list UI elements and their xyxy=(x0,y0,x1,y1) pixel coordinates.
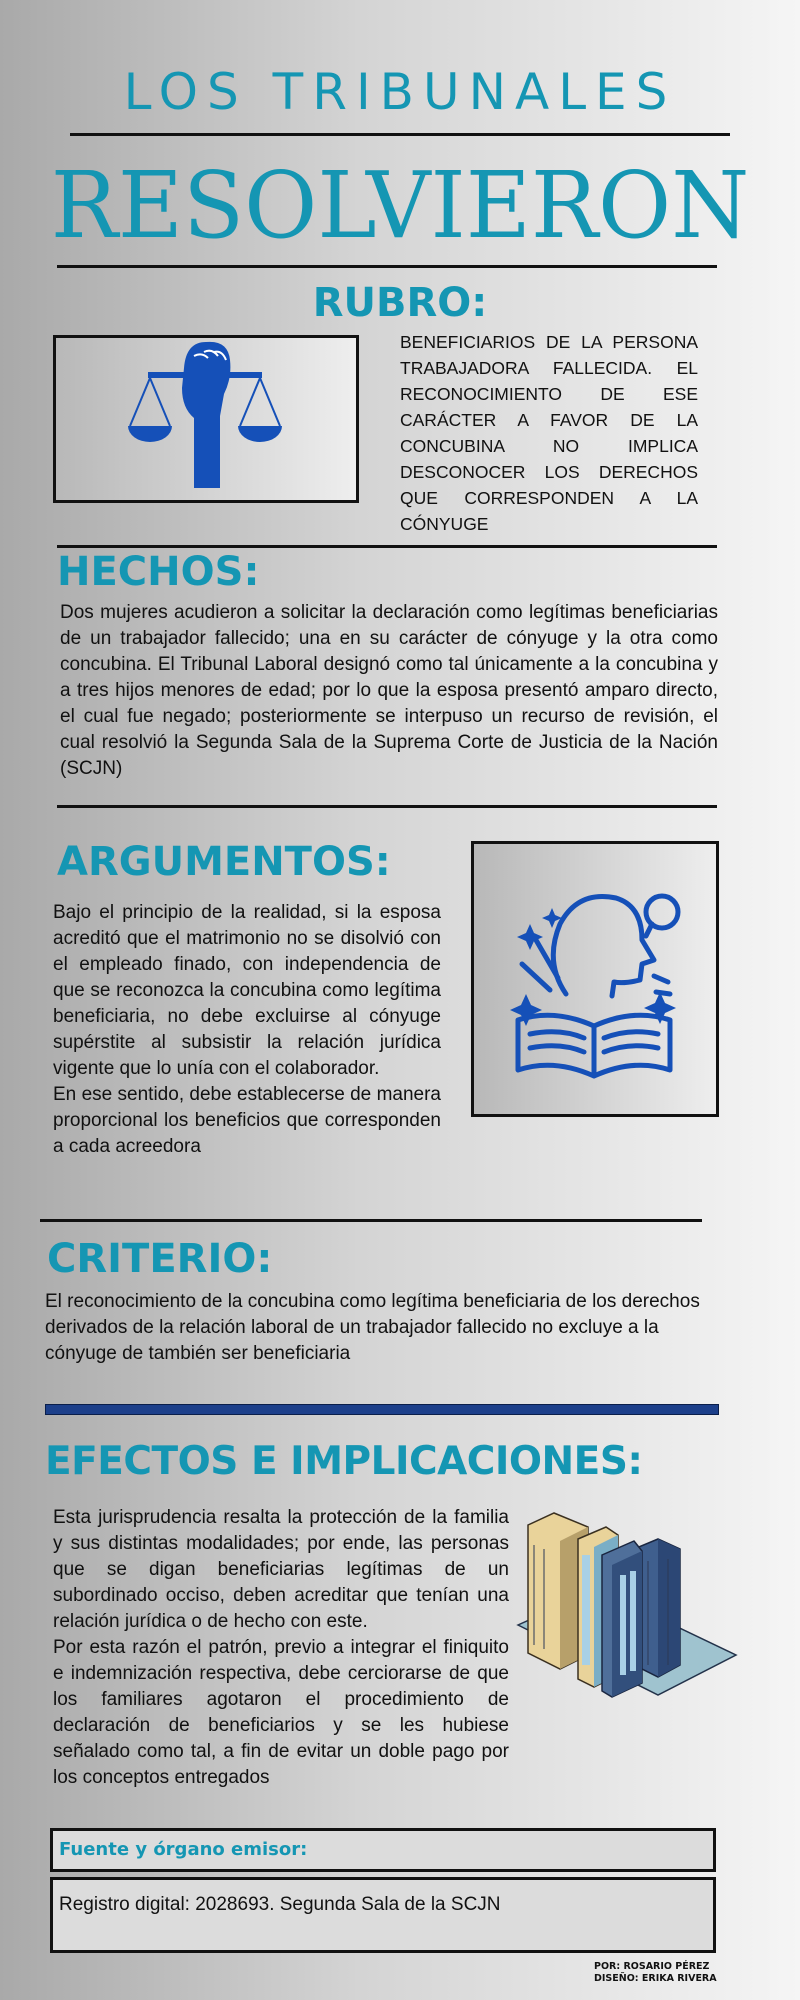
fuente-heading: Fuente y órgano emisor: xyxy=(59,1839,308,1860)
criterio-text: El reconocimiento de la concubina como legítima beneficiaria de los derechos derivados de la relación laboral de un trabajador fallecido no excluye a la cónyuge de también ser beneficiaria xyxy=(45,1291,700,1364)
argumentos-paragraph: Bajo el principio de la realidad, si la esposa acreditó que el matrimonio no se disolvió con el empleado finado, con independencia de que se reconozca la concubina como legítima beneficiaria, no debe excluirse al cónyuge supérstite al subsistir la relación jurídica vigente que lo unía con el colaborador. xyxy=(53,902,441,1079)
title-line-1: LOS TRIBUNALES xyxy=(123,63,677,121)
rubro-heading: RUBRO: xyxy=(312,280,488,326)
credit-design: DISEÑO: ERIKA RIVERA xyxy=(594,1973,717,1984)
argumentos-paragraph: En ese sentido, debe establecerse de manera proporcional los beneficios que corresponden a cada acreedora xyxy=(53,1084,441,1157)
efectos-text xyxy=(53,1505,509,1791)
efectos-paragraph: Por esta razón el patrón, previo a integrar el finiquito e indemnización respectiva, debe cerciorarse de que los familiares agotaron el procedimiento de declaración de beneficiarios y se les hubiese señalado como tal, a fin de evitar un doble pago por los conceptos entregados xyxy=(53,1637,509,1788)
argumentos-heading: ARGUMENTOS: xyxy=(57,839,391,885)
efectos-paragraph: Esta jurisprudencia resalta la protección de la familia y sus distintas modalidades; por ende, las personas que se digan beneficiarias legítimas de un subordinado occiso, deben acreditar que tenían una relación jurídica o de hecho con este. xyxy=(53,1507,509,1632)
buildings-icon xyxy=(508,1505,738,1705)
thinking-head-open-book-icon xyxy=(474,844,716,1114)
fuente-header-box xyxy=(50,1828,716,1872)
fuente-text: Registro digital: 2028693. Segunda Sala de la SCJN xyxy=(59,1894,501,1915)
argumentos-text xyxy=(53,900,441,1160)
divider xyxy=(70,133,730,136)
credits xyxy=(594,1961,717,1985)
divider xyxy=(57,805,717,808)
divider xyxy=(40,1219,702,1222)
credit-author: POR: ROSARIO PÉREZ xyxy=(594,1961,710,1972)
fuente-content-box xyxy=(50,1877,716,1953)
rubro-text: BENEFICIARIOS DE LA PERSONA TRABAJADORA FALLECIDA. EL RECONOCIMIENTO DE ESE CARÁCTER A FAVOR DE LA CONCUBINA NO IMPLICA DESCONOCER LOS DERECHOS QUE CORRESPONDEN A LA CÓNYUGE xyxy=(400,332,698,534)
rubro-image-frame xyxy=(53,335,359,503)
title-line-2: RESOLVIERON xyxy=(50,152,750,259)
justice-fist-scale-icon xyxy=(56,338,356,500)
efectos-heading: EFECTOS E IMPLICACIONES: xyxy=(45,1439,643,1484)
hechos-heading: HECHOS: xyxy=(57,549,260,595)
navy-divider-bar xyxy=(45,1404,719,1415)
argumentos-image-frame xyxy=(471,841,719,1117)
divider xyxy=(57,265,717,268)
criterio-heading: CRITERIO: xyxy=(47,1236,273,1282)
hechos-text: Dos mujeres acudieron a solicitar la declaración como legítimas beneficiarias de un trabajador fallecido; una en su carácter de cónyuge y la otra como concubina. El Tribunal Laboral designó como tal únicamente a la concubina y a tres hijos menores de edad; por lo que la esposa presentó amparo directo, el cual fue negado; posteriormente se interpuso un recurso de revisión, el cual resolvió la Segunda Sala de la Suprema Corte de Justicia de la Nación (SCJN) xyxy=(60,602,718,779)
